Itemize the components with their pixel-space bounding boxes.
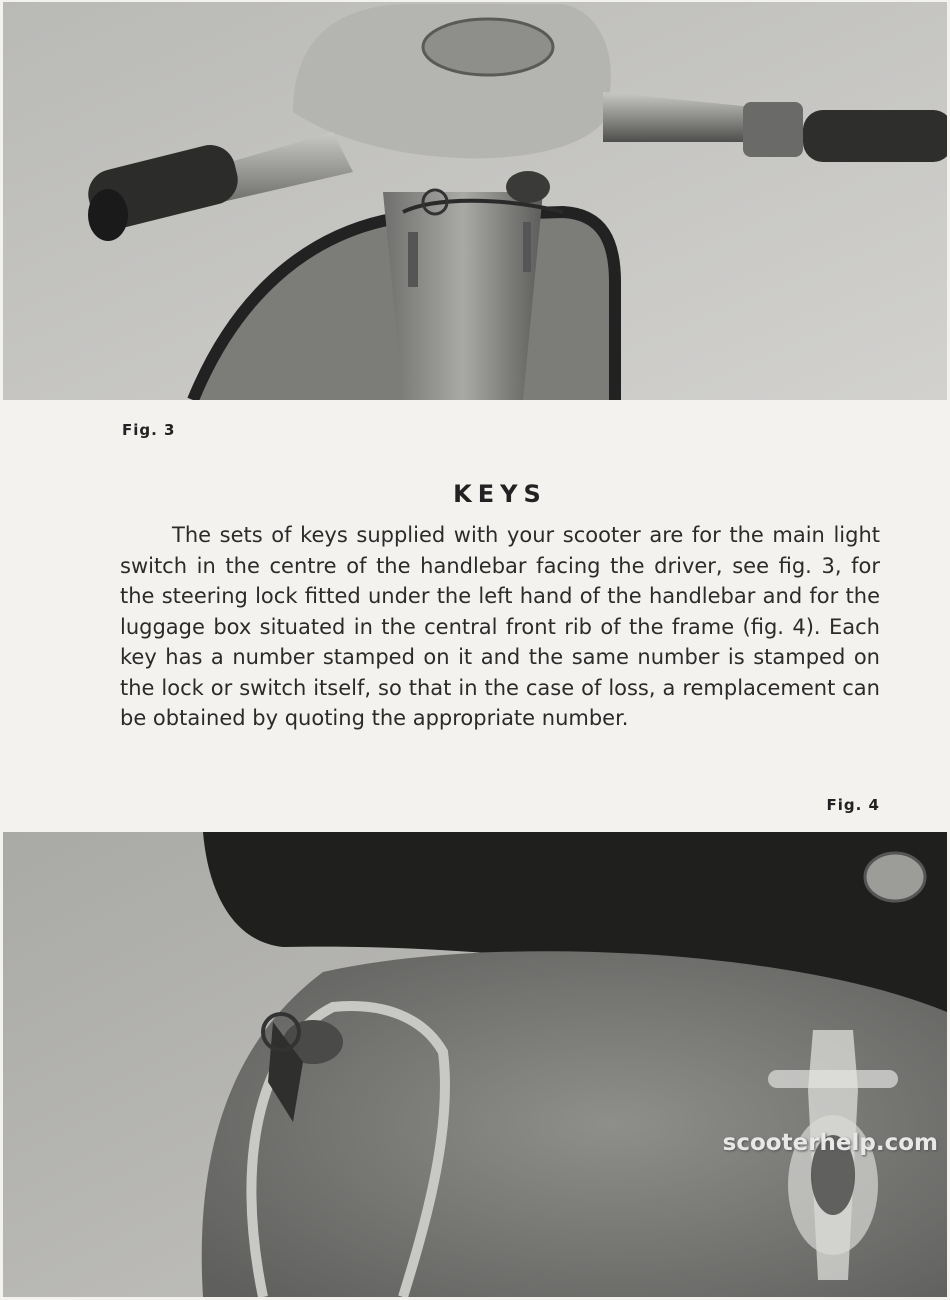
fig-3-label: Fig. 3 xyxy=(122,421,176,439)
fig-4-label: Fig. 4 xyxy=(826,796,880,814)
body-paragraph: The sets of keys supplied with your scooter are for the main light switch in the centre of the handlebar facing the driver, see fig. 3, for the steering lock fitted under the left hand of the handlebar and for the luggage box situated in the central front rib of the frame (fig. 4). Each key has a number stamped on it and the same number is stamped on the lock or switch itself, so that in the case of loss, a remplacement can be obtained by quoting the appropriate number. xyxy=(120,523,880,730)
watermark-text: scooterhelp.com xyxy=(722,1130,938,1156)
section-heading: KEYS xyxy=(453,480,547,509)
handlebar-photo xyxy=(3,2,947,400)
